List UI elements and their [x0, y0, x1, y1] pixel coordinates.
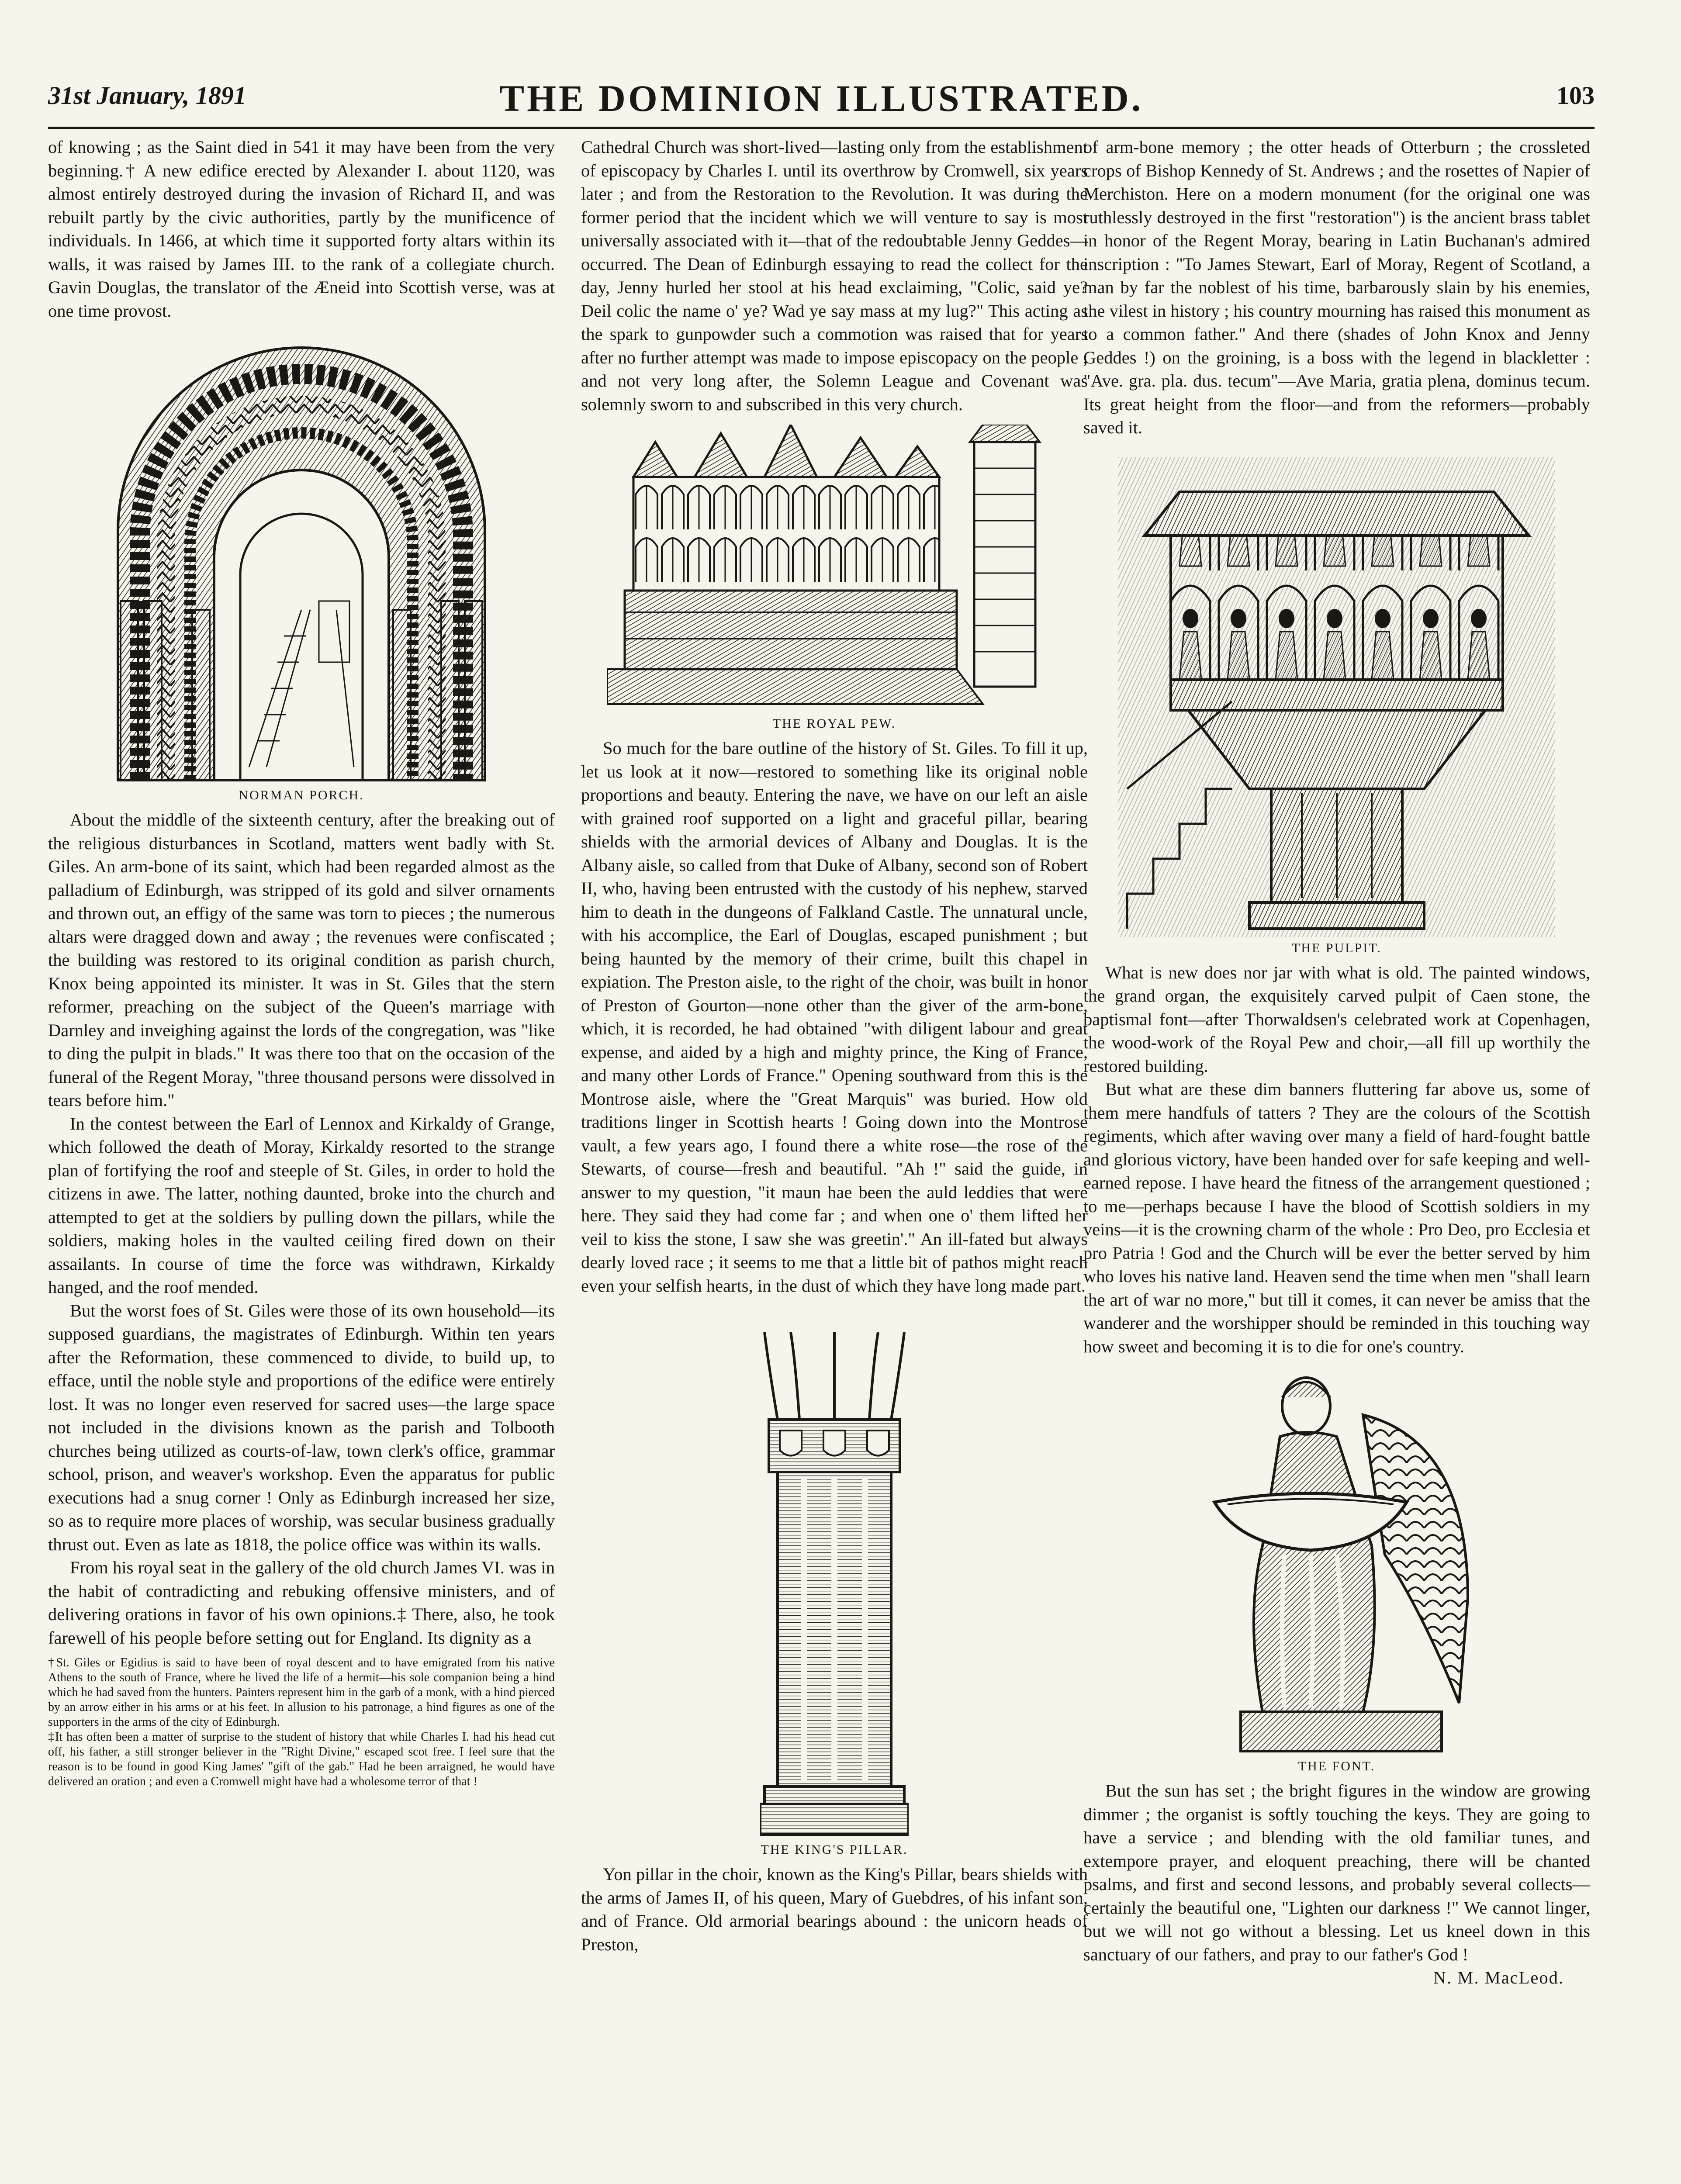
- royal-pew-illustration: [607, 425, 1062, 713]
- figure-caption: NORMAN PORCH.: [239, 788, 364, 802]
- page-number: 103: [1556, 81, 1595, 110]
- norman-porch-illustration: [92, 330, 511, 784]
- article-paragraph: But the sun has set ; the bright figures in the window are growing dimmer ; the organist is softly touching the keys. They are going to have a service ; and blending with the old familiar tunes, and extempore prayer, and eloquent preaching, there will be chanted psalms, and first and second lessons, and probably several collects—certainly the beautiful one, "Lighten our darkness !" We cannot linger, but we will not go without a blessing. Let us kneel down in this sanctuary of our fathers, and pray to our father's God !: [1083, 1781, 1590, 1964]
- author-signature: [1083, 1966, 1590, 1990]
- article-paragraph: Yon pillar in the choir, known as the King's Pillar, bears shields with the arms of James II, of his queen, Mary of Guebdres, of his infant son, and of France. Old armorial bearings abound : the unicorn heads of Preston,: [581, 1864, 1088, 1954]
- article-paragraph: About the middle of the sixteenth century, after the breaking out of the religious disturbances in Scotland, matters went badly with St. Giles. An arm-bone of its saint, which had been regarded almost as the palladium of Edinburgh, was stripped of its gold and silver ornaments and thrown out, an effigy of the same was torn to pieces ; the numerous altars were dragged down and away ; the revenues were confiscated ; the building was restored to its original condition as parish church, Knox being appointed its minister. It was in St. Giles that the stern reformer, preaching on the subject of the Queen's marriage with Darnley and inveighing against the lords of the congregation, was "like to ding the pulpit in blads." It was there too that on the occasion of the funeral of the Regent Moray, "three thousand persons were dissolved in tears before him.": [48, 810, 555, 1110]
- font-angel-illustration: [1197, 1371, 1477, 1755]
- pulpit-illustration: [1118, 457, 1555, 937]
- figure-caption: THE PULPIT.: [1292, 940, 1382, 955]
- article-paragraph: What is new does nor jar with what is old. The painted windows, the grand organ, the exquisitely carved pulpit of Caen stone, the baptismal font—after Thorwaldsen's celebrated work at Copenhagen, the wood-work of the Royal Pew and choir,—all fill up worthily the restored building.: [1083, 962, 1590, 1076]
- article-paragraph: From his royal seat in the gallery of the old church James VI. was in the habit of contradicting and rebuking offensive ministers, and of delivering orations in favor of his own opinions.‡ There, also, he took farewell of his people before setting out for England. Its dignity as a: [48, 1558, 555, 1648]
- article-paragraph: Cathedral Church was short-lived—lasting only from the establishment of episcopacy by Charles I. until its overthrow by Cromwell, six years later ; and from the Restoration to the Revolution. It was during the former period that the incident which we will venture to say is most universally associated with it—that of the redoubtable Jenny Geddes—occurred. The Dean of Edinburgh essaying to read the collect for the day, Jenny hurled her stool at his head exclaiming, "Colic, said ye? Deil colic the name o' ye? Wad ye say mass at my lug?" This acting as the spark to gunpowder such a commotion was raised that for years after no further attempt was made to impose episcopacy on the people ; and not very long after, the Solemn League and Covenant was solemnly sworn to and subscribed in this very church.: [581, 137, 1088, 414]
- figure-caption: THE ROYAL PEW.: [772, 716, 896, 731]
- figure-caption: THE KING'S PILLAR.: [761, 1842, 908, 1857]
- article-paragraph: But what are these dim banners fluttering far above us, some of them mere handfuls of tatters ? They are the colours of the Scottish regiments, which after waving over many a field of hard-fought battle and glorious victory, have been handed over for safe keeping and well-earned repose. I have heard the fitness of the arrangement questioned ; to me—perhaps because I have the blood of Scottish soldiers in my veins—it is the crowning charm of the whole : Pro Deo, pro Ecclesia et pro Patria ! God and the Church will be ever the better served by him who loves his native land. Heaven send the time when men "shall learn the art of war no more," but till it comes, it can never be amiss that the wanderer and the worshipper should be reminded in this touching way how sweet and becoming it is to die for one's country.: [1083, 1079, 1590, 1356]
- figure-caption: THE FONT.: [1298, 1759, 1376, 1773]
- article-paragraph: In the contest between the Earl of Lennox and Kirkaldy of Grange, which followed the death of Moray, Kirkaldy resorted to the strange plan of fortifying the roof and steeple of St. Giles, in order to hold the citizens in awe. The latter, nothing daunted, broke into the church and attempted to get at the soldiers by pulling down the pillars, while the soldiers, making holes in the vaulted ceiling fired down on their assailants. In course of time the force was withdrawn, Kirkaldy hanged, and the roof mended.: [48, 1113, 555, 1297]
- masthead-title: THE DOMINION ILLUSTRATED.: [499, 77, 1144, 119]
- column-3: [1083, 135, 1590, 2184]
- article-paragraph: But the worst foes of St. Giles were those of its own household—its supposed guardians, the magistrates of Edinburgh. Within ten years after the Reformation, these commenced to divide, to build up, to efface, until the noble style and proportions of the edifice were entirely lost. It was no longer even reserved for sacred uses—the large space not included in the divisions known as the parish and Tolbooth churches being utilized as courts-of-law, town clerk's office, grammar school, prison, and weaver's workshop. Even the apparatus for public executions had a snug corner ! Only as Edinburgh increased her size, so as to require more places of worship, was secular business gradually thrust out. Even as late as 1818, the police office was within its walls.: [48, 1300, 555, 1554]
- footnote: †St. Giles or Egidius is said to have been of royal descent and to have emigrated from his native Athens to the south of France, where he lived the life of a hermit—his sole companion being a hind which he had saved from the hunters. Painters represent him in the garb of a monk, with a hind pierced by an arrow either in his arms or at his feet. In allusion to his patronage, a hind figures as one of the supporters in the arms of the city of Edinburgh.: [48, 1656, 555, 1729]
- footnote: ‡It has often been a matter of surprise to the student of history that while Charles I. had his head cut off, his father, a still stronger believer in the "Right Divine," escaped scot free. I feel sure that the reason is to be found in good King James' "gift of the gab." Had he been arraigned, he would have delivered an oration ; and even a Cromwell might have had a wholesome terror of that !: [48, 1730, 555, 1788]
- column-2: [581, 135, 1088, 2184]
- article-paragraph: of knowing ; as the Saint died in 541 it may have been from the very beginning.† A new edifice erected by Alexander I. about 1120, was almost entirely destroyed during the invasion of Richard II, and was rebuilt partly by the civic authorities, partly by the munificence of individuals. In 1466, at which time it supported forty altars within its walls, it was raised by James III. to the rank of a collegiate church. Gavin Douglas, the translator of the Æneid into Scottish verse, was at one time provost.: [48, 137, 555, 321]
- kings-pillar-illustration: [760, 1332, 909, 1839]
- header-rule: [48, 127, 1595, 129]
- issue-date: 31st January, 1891: [48, 81, 246, 110]
- column-1: [48, 135, 555, 2184]
- article-paragraph: of arm-bone memory ; the otter heads of Otterburn ; the crossleted crops of Bishop Kennedy of St. Andrews ; and the rosettes of Napier of Merchiston. Here on a modern monument (for the original one was ruthlessly destroyed in the first "restoration") is the ancient brass tablet in honor of the Regent Moray, bearing in Latin Buchanan's admired inscription : "To James Stewart, Earl of Moray, Regent of Scotland, a man by far the noblest of his time, barbarously slain by his enemies, the vilest in history ; his country mourning has raised this monument as to a common father." And there (shades of John Knox and Jenny Geddes !) on the groining, is a boss with the legend in blackletter : "Ave. gra. pla. dus. tecum"—Ave Maria, gratia plena, dominus tecum. Its great height from the floor—and from the reformers—probably saved it.: [1083, 137, 1590, 437]
- author-name: N. M. MacLeod.: [1433, 1968, 1564, 1987]
- article-paragraph: So much for the bare outline of the history of St. Giles. To fill it up, let us look at it now—restored to something like its original noble proportions and beauty. Entering the nave, we have on our left an aisle with grained roof supported on a light and graceful pillar, bearing shields with the armorial devices of Albany and Douglas. It is the Albany aisle, so called from that Duke of Albany, second son of Robert II, who, having been entrusted with the custody of his nephew, starved him to death in the dungeons of Falkland Castle. The unnatural uncle, with his accomplice, the Earl of Douglas, escaped punishment ; but being haunted by the memory of their crime, built this chapel in expiation. The Preston aisle, to the right of the choir, was built in honor of Preston of Gourton—none other than the giver of the arm-bone, which, it is recorded, he had obtained "with diligent labour and great expense, and aided by a high and mighty prince, the King of France, and many other Lords of France." Opening southward from this is the Montrose aisle, where the "Great Marquis" was buried. How old traditions linger in Scottish hearts ! Going down into the Montrose vault, a few years ago, I found there a white rose—the rose of the Stewarts, of course—fresh and beautiful. "Ah !" said the guide, in answer to my question, "it maun hae been the auld leddies that were here. They said they had come far ; and when one o' them lifted her veil to kiss the stone, I saw she was greetin'." An ill-fated but always dearly loved race ; it seems to me that a little bit of pathos might reach even your selfish hearts, in the dust of which they have long made part.: [581, 738, 1088, 1296]
- page-header: [48, 76, 1595, 129]
